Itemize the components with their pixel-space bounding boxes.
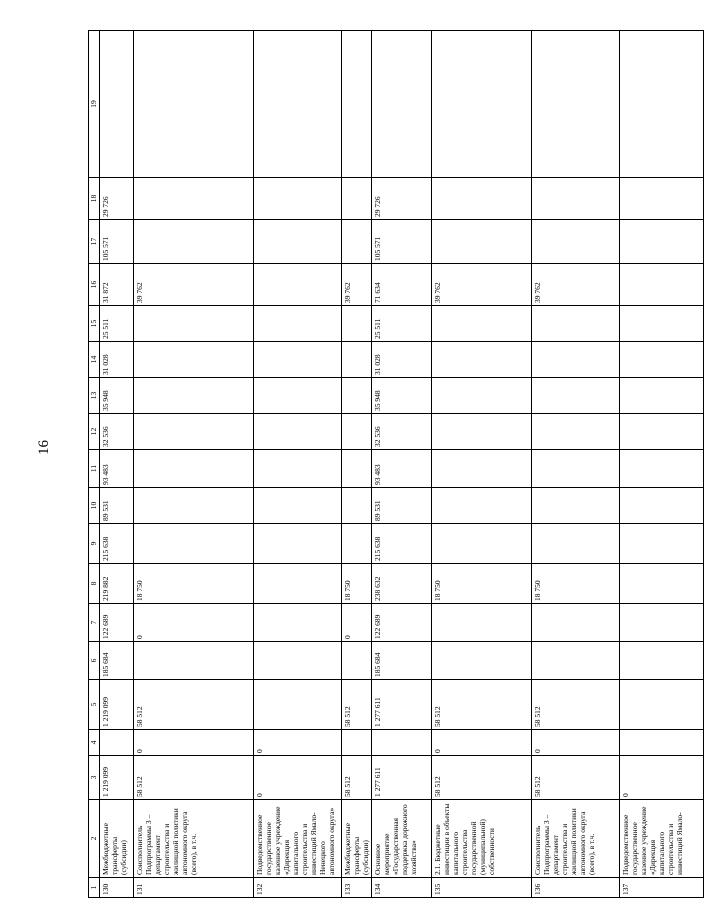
value-cell	[620, 178, 704, 220]
value-cell	[342, 450, 372, 488]
value-cell: 0	[254, 730, 342, 756]
value-cell: 0	[134, 604, 254, 642]
value-cell: 39 762	[532, 264, 620, 306]
value-cell	[432, 306, 532, 342]
value-cell	[254, 378, 342, 414]
value-cell	[620, 524, 704, 564]
value-cell: 0	[620, 756, 704, 800]
value-cell	[342, 414, 372, 450]
column-number-cell: 7	[89, 604, 100, 642]
row-number-cell: 133	[342, 878, 372, 898]
value-cell	[254, 306, 342, 342]
value-cell	[432, 220, 532, 264]
value-cell: 105 571	[100, 220, 134, 264]
value-cell	[254, 604, 342, 642]
value-cell: 215 638	[372, 524, 432, 564]
row-number-cell: 137	[620, 878, 704, 898]
value-cell	[620, 642, 704, 680]
value-cell	[432, 604, 532, 642]
value-cell	[620, 450, 704, 488]
value-cell	[532, 414, 620, 450]
value-cell	[342, 642, 372, 680]
value-cell: 0	[432, 730, 532, 756]
column-number-cell: 15	[89, 306, 100, 342]
table-row	[532, 31, 620, 898]
table-body	[89, 31, 704, 898]
value-cell: 89 531	[100, 488, 134, 524]
row-name-cell: Межбюджетные трансферты (субсидии)	[342, 800, 372, 878]
value-cell	[372, 730, 432, 756]
column-number-cell: 2	[89, 800, 100, 878]
column-number-row	[89, 31, 100, 898]
table-row	[134, 31, 254, 898]
value-cell: 25 511	[372, 306, 432, 342]
value-cell: 31 028	[372, 342, 432, 378]
column-number-cell: 9	[89, 524, 100, 564]
value-cell: 93 483	[100, 450, 134, 488]
value-cell: 1 219 099	[100, 680, 134, 730]
column-number-cell: 14	[89, 342, 100, 378]
value-cell: 1 277 611	[372, 680, 432, 730]
value-cell: 0	[254, 756, 342, 800]
value-cell	[620, 604, 704, 642]
budget-table-wrapper	[88, 30, 684, 898]
value-cell: 39 762	[432, 264, 532, 306]
value-cell	[100, 730, 134, 756]
table-row	[372, 31, 432, 898]
value-cell	[254, 524, 342, 564]
value-cell: 58 512	[134, 680, 254, 730]
value-cell: 58 512	[532, 756, 620, 800]
value-cell: 58 512	[342, 680, 372, 730]
value-cell	[134, 220, 254, 264]
value-cell	[620, 414, 704, 450]
value-cell	[342, 220, 372, 264]
value-cell	[134, 450, 254, 488]
value-cell	[342, 524, 372, 564]
value-cell: 58 512	[342, 756, 372, 800]
value-cell	[432, 178, 532, 220]
value-cell	[532, 524, 620, 564]
value-cell: 31 872	[100, 264, 134, 306]
value-cell: 29 726	[100, 178, 134, 220]
value-cell	[532, 178, 620, 220]
value-cell	[254, 680, 342, 730]
value-cell	[432, 450, 532, 488]
value-cell: 58 512	[432, 756, 532, 800]
value-cell	[432, 524, 532, 564]
value-cell: 0	[532, 730, 620, 756]
value-cell	[432, 31, 532, 178]
row-number-cell: 136	[532, 878, 620, 898]
value-cell	[620, 31, 704, 178]
column-number-cell: 1	[89, 878, 100, 898]
value-cell	[532, 220, 620, 264]
column-number-cell: 3	[89, 756, 100, 800]
value-cell: 0	[134, 730, 254, 756]
value-cell	[134, 31, 254, 178]
column-number-cell: 8	[89, 564, 100, 604]
table-row	[342, 31, 372, 898]
value-cell	[532, 450, 620, 488]
value-cell: 185 684	[372, 642, 432, 680]
value-cell	[134, 306, 254, 342]
row-number-cell: 132	[254, 878, 342, 898]
budget-table	[88, 30, 704, 898]
value-cell	[342, 378, 372, 414]
column-number-cell: 12	[89, 414, 100, 450]
value-cell: 32 536	[372, 414, 432, 450]
value-cell	[254, 220, 342, 264]
column-number-cell: 17	[89, 220, 100, 264]
value-cell: 18 750	[432, 564, 532, 604]
value-cell: 89 531	[372, 488, 432, 524]
value-cell	[254, 642, 342, 680]
value-cell: 29 726	[372, 178, 432, 220]
column-number-cell: 6	[89, 642, 100, 680]
value-cell: 105 571	[372, 220, 432, 264]
value-cell	[432, 642, 532, 680]
value-cell: 18 750	[342, 564, 372, 604]
value-cell: 1 219 099	[100, 756, 134, 800]
value-cell: 122 689	[100, 604, 134, 642]
value-cell	[620, 378, 704, 414]
value-cell	[620, 564, 704, 604]
value-cell	[532, 306, 620, 342]
value-cell	[254, 31, 342, 178]
column-number-cell: 16	[89, 264, 100, 306]
value-cell	[432, 342, 532, 378]
value-cell	[372, 31, 432, 178]
table-row	[620, 31, 704, 898]
column-number-cell: 4	[89, 730, 100, 756]
value-cell: 31 028	[100, 342, 134, 378]
row-number-cell: 131	[134, 878, 254, 898]
value-cell	[134, 488, 254, 524]
value-cell: 122 689	[372, 604, 432, 642]
value-cell	[134, 342, 254, 378]
value-cell: 58 512	[432, 680, 532, 730]
page-number: 16	[36, 440, 52, 455]
row-number-cell: 135	[432, 878, 532, 898]
value-cell	[532, 488, 620, 524]
value-cell	[134, 524, 254, 564]
value-cell	[254, 178, 342, 220]
row-number-cell: 130	[100, 878, 134, 898]
row-name-cell: Подведомственное государственное казенное учреждение «Дирекция капитального строительства и инвестиций Ямало-Ненецкого автономного округа»	[254, 800, 342, 878]
row-name-cell: Соисполнитель Подпрограммы 3 – департамент строительства и жилищной политики автономного округа (всего), в т.ч.	[532, 800, 620, 878]
value-cell: 32 536	[100, 414, 134, 450]
value-cell	[532, 604, 620, 642]
value-cell	[254, 564, 342, 604]
value-cell: 238 632	[372, 564, 432, 604]
value-cell	[432, 488, 532, 524]
value-cell: 35 948	[372, 378, 432, 414]
value-cell	[134, 414, 254, 450]
value-cell	[432, 378, 532, 414]
value-cell	[620, 264, 704, 306]
value-cell	[100, 31, 134, 178]
table-row	[254, 31, 342, 898]
column-number-cell: 5	[89, 680, 100, 730]
value-cell	[254, 488, 342, 524]
value-cell	[620, 730, 704, 756]
column-number-cell: 13	[89, 378, 100, 414]
row-number-cell: 134	[372, 878, 432, 898]
column-number-cell: 19	[89, 31, 100, 178]
table-row	[432, 31, 532, 898]
row-name-cell: Основное мероприятие «Государственная поддержка дорожного хозяйства»	[372, 800, 432, 878]
table-row	[100, 31, 134, 898]
value-cell: 185 684	[100, 642, 134, 680]
value-cell	[134, 178, 254, 220]
value-cell	[254, 414, 342, 450]
value-cell	[620, 220, 704, 264]
value-cell	[532, 342, 620, 378]
value-cell: 18 750	[532, 564, 620, 604]
value-cell	[254, 450, 342, 488]
value-cell: 0	[342, 604, 372, 642]
value-cell: 39 762	[134, 264, 254, 306]
value-cell	[620, 342, 704, 378]
value-cell	[254, 342, 342, 378]
row-name-cell: 2.1. Бюджетные инвестиции в объекты капитального строительства государственной (муниципальной) собственности	[432, 800, 532, 878]
value-cell: 71 634	[372, 264, 432, 306]
value-cell: 35 948	[100, 378, 134, 414]
value-cell	[532, 378, 620, 414]
value-cell	[432, 414, 532, 450]
value-cell: 25 511	[100, 306, 134, 342]
value-cell: 39 762	[342, 264, 372, 306]
value-cell	[620, 488, 704, 524]
value-cell	[620, 306, 704, 342]
value-cell	[134, 642, 254, 680]
value-cell: 215 638	[100, 524, 134, 564]
value-cell	[342, 730, 372, 756]
row-name-cell: Соисполнитель Подпрограммы 3 – департамент строительства и жилищной политики автономного округа (всего), в т.ч.	[134, 800, 254, 878]
value-cell	[254, 264, 342, 306]
value-cell	[532, 31, 620, 178]
value-cell	[342, 488, 372, 524]
value-cell	[342, 178, 372, 220]
value-cell: 18 750	[134, 564, 254, 604]
value-cell	[532, 642, 620, 680]
value-cell	[342, 342, 372, 378]
column-number-cell: 18	[89, 178, 100, 220]
value-cell	[342, 306, 372, 342]
value-cell: 219 882	[100, 564, 134, 604]
column-number-cell: 11	[89, 450, 100, 488]
value-cell: 1 277 611	[372, 756, 432, 800]
value-cell: 58 512	[134, 756, 254, 800]
value-cell	[620, 680, 704, 730]
row-name-cell: Подведомственное государственное казенное учреждение «Дирекция капитального строительства и инвестиций Ямало-	[620, 800, 704, 878]
value-cell	[342, 31, 372, 178]
column-number-cell: 10	[89, 488, 100, 524]
value-cell: 93 483	[372, 450, 432, 488]
value-cell: 58 512	[532, 680, 620, 730]
row-name-cell: Межбюджетные трансферты (субсидии)	[100, 800, 134, 878]
value-cell	[134, 378, 254, 414]
